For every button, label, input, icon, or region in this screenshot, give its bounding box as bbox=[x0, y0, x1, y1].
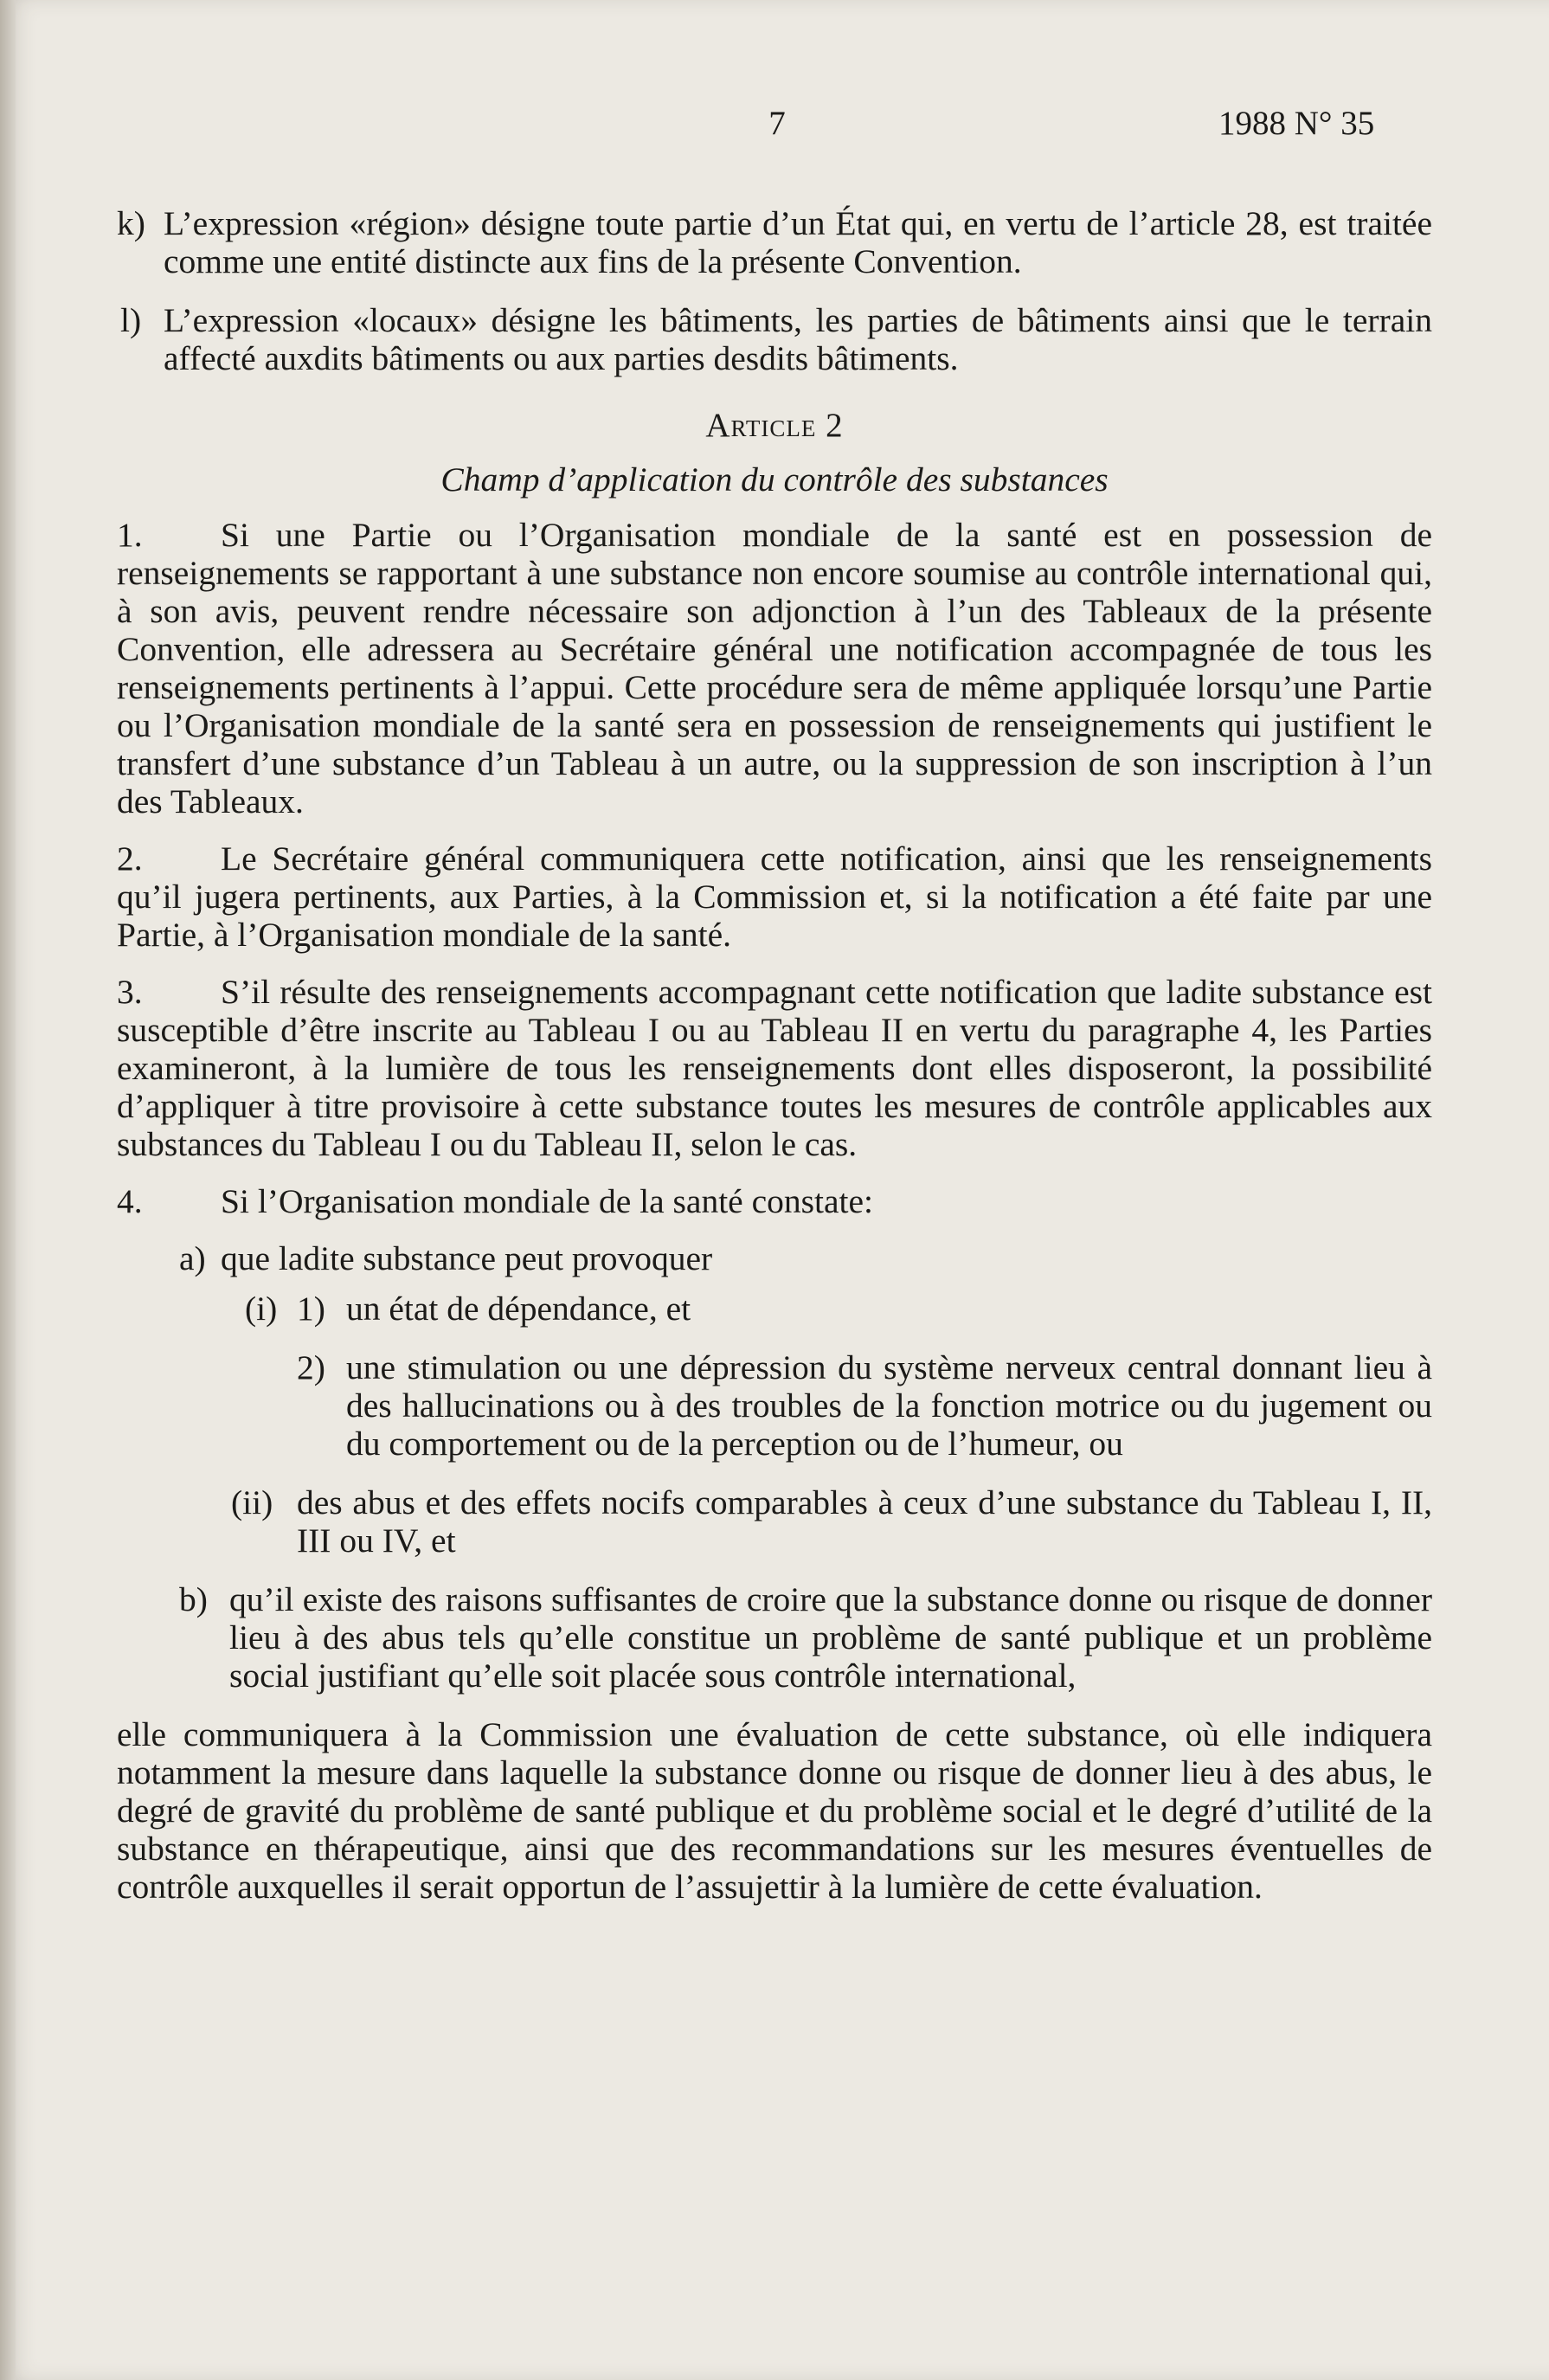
paragraph-2-number: 2. bbox=[117, 839, 143, 878]
paragraph-1-number: 1. bbox=[117, 516, 143, 554]
paragraph-3-text: S’il résulte des renseignements accompagnant cette notification que ladite substance est susceptible d’être inscrite au Tableau I ou au Tableau II en vertu du paragraphe 4, les Parties examineront, à la lumière de tous les renseignements dont elles disposeront, la possibilité d’appliquer à titre provisoire à cette substance toutes les mesures de contrôle applicables aux substances du Tableau I ou du Tableau II, selon le cas. bbox=[117, 973, 1432, 1163]
item-l-label: l) bbox=[120, 301, 142, 339]
item-i1-text: un état de dépendance, et bbox=[346, 1290, 691, 1328]
article-subtitle: Champ d’application du contrôle des substances bbox=[440, 460, 1109, 499]
paragraph-2 bbox=[117, 839, 1432, 954]
item-k-label: k) bbox=[117, 204, 145, 242]
article-heading: Article 2 bbox=[705, 407, 844, 444]
paragraph-4-number: 4. bbox=[117, 1182, 143, 1220]
item-l-text: L’expression «locaux» désigne les bâtiments, les parties de bâtiments ainsi que le terrain affecté auxdits bâtiments ou aux parties desdits bâtiments. bbox=[164, 301, 1432, 377]
item-i1-label: 1) bbox=[297, 1290, 325, 1328]
document-body bbox=[117, 204, 1432, 1906]
paragraph-4-intro-text: Si l’Organisation mondiale de la santé constate: bbox=[221, 1182, 873, 1220]
paragraph-2-text: Le Secrétaire général communiquera cette notification, ainsi que les renseignements qu’il jugera pertinents, aux Parties, à la Commission et, si la notification a été faite par une Partie, à l’Organisation mondiale de la santé. bbox=[117, 839, 1432, 954]
page-header bbox=[0, 104, 1549, 156]
item-i-2 bbox=[117, 1348, 1432, 1463]
paragraph-1 bbox=[117, 516, 1432, 820]
item-i2-text: une stimulation ou une dépression du système nerveux central donnant lieu à des hallucinations ou à des troubles de la fonction motrice ou du jugement ou du comportement ou de la perception ou de l’humeur, ou bbox=[346, 1348, 1432, 1463]
paragraph-4-intro bbox=[117, 1182, 1432, 1220]
paragraph-3-number: 3. bbox=[117, 973, 143, 1011]
year-and-number: 1988 N° 35 bbox=[1218, 105, 1375, 142]
item-i2-label: 2) bbox=[297, 1348, 325, 1386]
page-number: 7 bbox=[768, 105, 786, 142]
item-b-label: b) bbox=[179, 1580, 208, 1618]
item-b bbox=[117, 1580, 1432, 1695]
item-ii-text: des abus et des effets nocifs comparables à ceux d’une substance du Tableau I, II, III ou IV, et bbox=[297, 1483, 1432, 1560]
item-ii-label: (ii) bbox=[231, 1483, 273, 1521]
item-l bbox=[117, 301, 1432, 377]
paragraph-3 bbox=[117, 973, 1432, 1163]
item-a-text: que ladite substance peut provoquer bbox=[221, 1239, 713, 1277]
item-k-text: L’expression «région» désigne toute partie d’un État qui, en vertu de l’article 28, est traitée comme une entité distincte aux fins de la présente Convention. bbox=[164, 204, 1432, 280]
item-ii bbox=[117, 1483, 1432, 1560]
paragraph-1-text: Si une Partie ou l’Organisation mondiale de la santé est en possession de renseignements se rapportant à une substance non encore soumise au contrôle international qui, à son avis, peuvent rendre nécessaire son adjonction à l’un des Tableaux de la présente Convention, elle adressera au Secrétaire général une notification accompagnée de tous les renseignements pertinents à l’appui. Cette procédure sera de même appliquée lorsqu’une Partie ou l’Organisation mondiale de la santé sera en possession de renseignements qui justifient le transfert d’une substance d’un Tableau à un autre, ou la suppression de son inscription à l’un des Tableaux. bbox=[117, 516, 1432, 820]
item-i-label: (i) bbox=[245, 1290, 278, 1328]
item-a-label: a) bbox=[179, 1239, 206, 1277]
item-i-1 bbox=[117, 1290, 1432, 1328]
paragraph-4-closing: elle communiquera à la Commission une évaluation de cette substance, où elle indiquera notamment la mesure dans laquelle la substance donne ou risque de donner lieu à des abus, le degré de gravité du problème de santé publique et du problème social et le degré d’utilité de la substance en thérapeutique, ainsi que des recommandations sur les mesures éventuelles de contrôle auxquelles il serait opportun de l’assujettir à la lumière de cette évaluation. bbox=[117, 1715, 1432, 1906]
page-binding-edge bbox=[0, 0, 16, 2380]
item-k bbox=[117, 204, 1432, 280]
item-b-text: qu’il existe des raisons suffisantes de croire que la substance donne ou risque de donner lieu à des abus tels qu’elle constitue un problème de santé publique et un problème social justifiant qu’elle soit placée sous contrôle international, bbox=[229, 1580, 1432, 1695]
item-a bbox=[117, 1239, 1432, 1277]
